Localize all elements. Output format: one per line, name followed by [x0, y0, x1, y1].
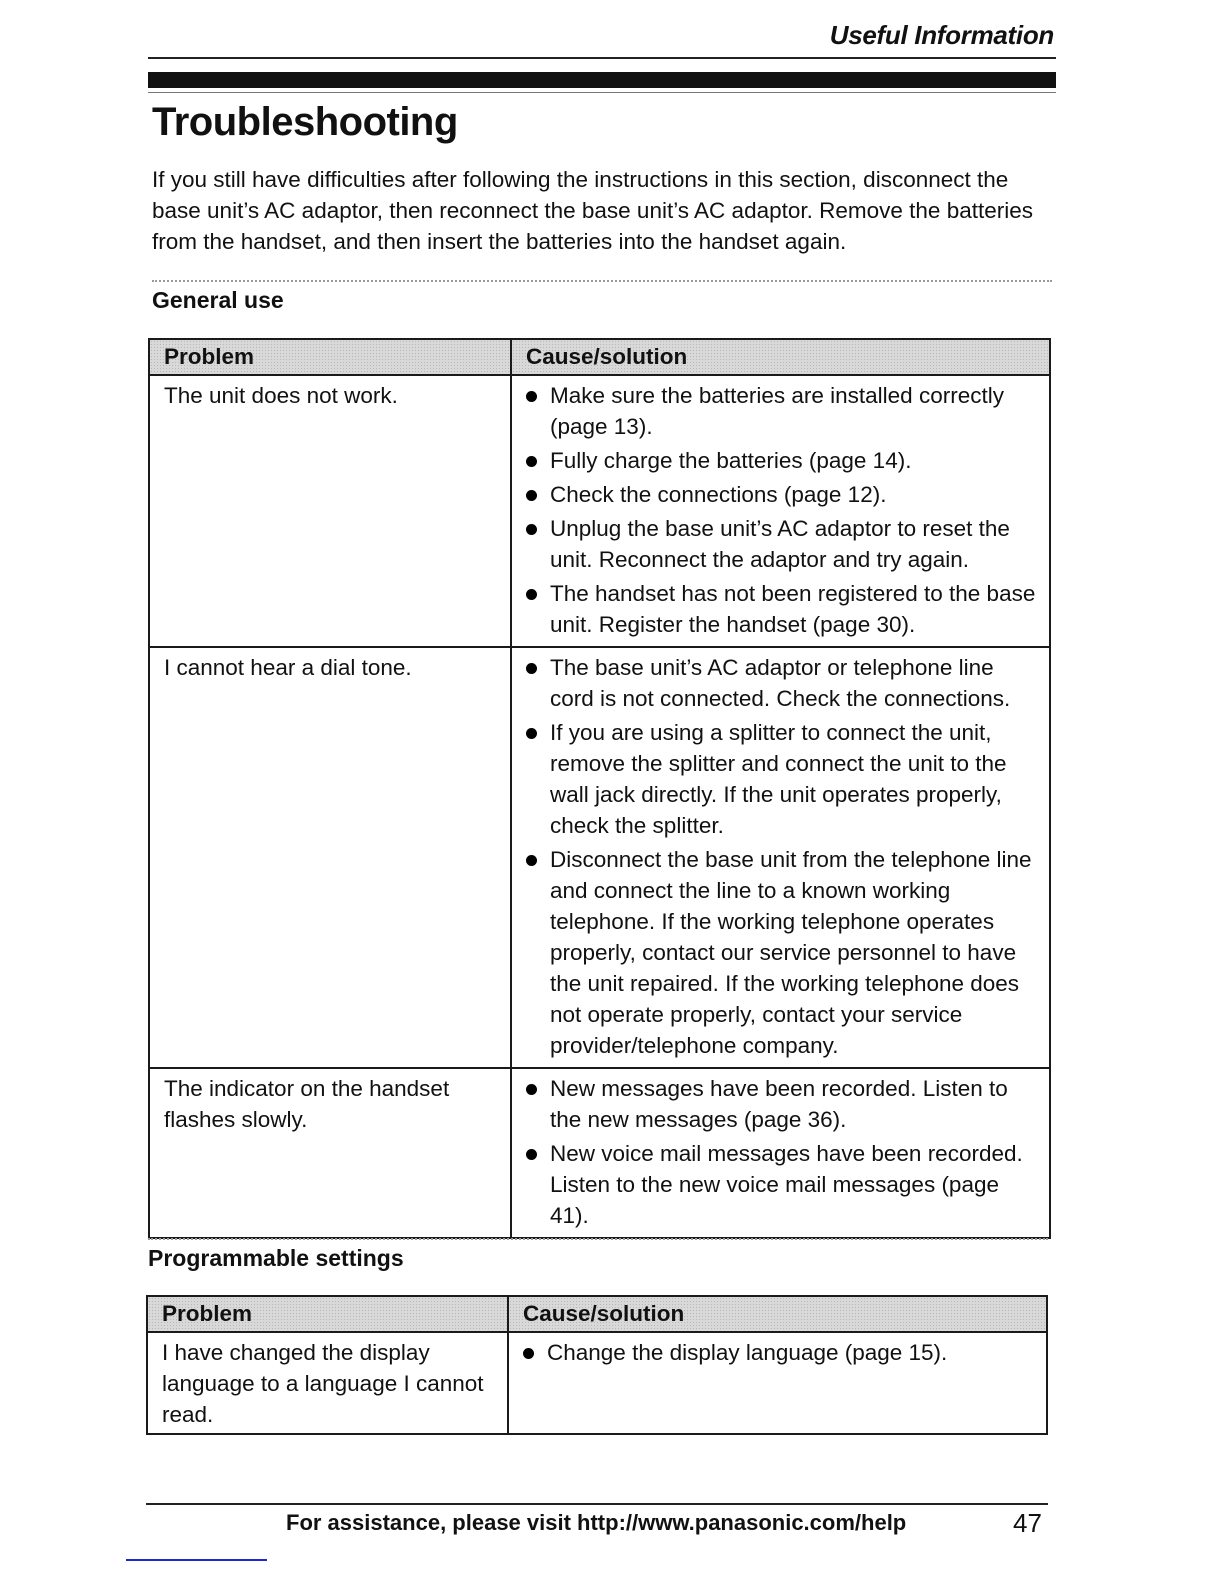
running-header: Useful Information	[829, 20, 1054, 50]
solution-list	[526, 380, 1041, 640]
solution-item	[526, 844, 1041, 1061]
section-divider	[148, 1238, 1048, 1240]
solution-cell	[511, 1068, 1050, 1238]
solution-text: New messages have been recorded. Listen to the new messages (page 36).	[550, 1076, 1008, 1132]
solution-item	[526, 445, 1041, 476]
solution-item	[523, 1337, 1038, 1368]
problem-cell: I have changed the display language to a language I cannot read.	[147, 1332, 508, 1434]
footer-assistance-text: For assistance, please visit http://www.panasonic.com/help	[286, 1510, 907, 1535]
solution-item	[526, 652, 1041, 714]
solution-text: Unplug the base unit’s AC adaptor to reset the unit. Reconnect the adaptor and try again.	[550, 516, 1010, 572]
solution-text: Disconnect the base unit from the telephone line and connect the line to a known working telephone. If the working telephone operates properly, contact our service personnel to have the unit repaired. If the working telephone does not operate properly, contact your service provider/telephone company.	[550, 847, 1032, 1058]
table-row	[149, 1068, 1050, 1238]
intro-paragraph: If you still have difficulties after following the instructions in this section, disconnect the base unit’s AC adaptor, then reconnect the base unit’s AC adaptor. Remove the batteries from the handset, and then insert the batteries into the handset again.	[152, 167, 1033, 254]
bullet-icon	[523, 1348, 534, 1359]
table-header-row	[147, 1296, 1047, 1332]
page-title: Troubleshooting	[152, 100, 458, 144]
table-header-row	[149, 339, 1050, 375]
troubleshooting-table-general	[148, 338, 1051, 1239]
bullet-icon	[526, 391, 537, 402]
section-heading-programmable-settings: Programmable settings	[148, 1245, 404, 1271]
solution-text: The handset has not been registered to the base unit. Register the handset (page 30).	[550, 581, 1036, 637]
problem-cell: The indicator on the handset flashes slowly.	[149, 1068, 511, 1238]
header-rule-thin	[148, 92, 1056, 93]
table-row	[147, 1332, 1047, 1434]
bullet-icon	[526, 663, 537, 674]
table-row	[149, 375, 1050, 647]
column-header-cause-solution: Cause/solution	[511, 339, 1050, 375]
solution-text: New voice mail messages have been recorded. Listen to the new voice mail messages (page 41).	[550, 1141, 1023, 1228]
bullet-icon	[526, 728, 537, 739]
troubleshooting-table-programmable	[146, 1295, 1048, 1435]
solution-text: Fully charge the batteries (page 14).	[550, 448, 912, 473]
solution-list	[526, 1073, 1041, 1231]
column-header-problem: Problem	[147, 1296, 508, 1332]
table-row	[149, 647, 1050, 1068]
solution-item	[526, 578, 1041, 640]
problem-cell: I cannot hear a dial tone.	[149, 647, 511, 1068]
section-heading-general-use: General use	[152, 287, 284, 313]
footer-rule	[146, 1503, 1048, 1505]
solution-cell	[511, 647, 1050, 1068]
bullet-icon	[526, 589, 537, 600]
solution-cell	[508, 1332, 1047, 1434]
solution-item	[526, 479, 1041, 510]
solution-text: The base unit’s AC adaptor or telephone line cord is not connected. Check the connections.	[550, 655, 1011, 711]
bullet-icon	[526, 524, 537, 535]
solution-item	[526, 513, 1041, 575]
solution-list	[523, 1337, 1038, 1368]
section-divider	[152, 280, 1052, 282]
solution-text: Make sure the batteries are installed correctly (page 13).	[550, 383, 1004, 439]
solution-item	[526, 1073, 1041, 1135]
solution-text: Check the connections (page 12).	[550, 482, 887, 507]
solution-item	[526, 717, 1041, 841]
table-body	[147, 1332, 1047, 1434]
column-header-problem: Problem	[149, 339, 511, 375]
column-header-cause-solution: Cause/solution	[508, 1296, 1047, 1332]
bullet-icon	[526, 1084, 537, 1095]
blue-rule	[126, 1559, 267, 1561]
solution-text: Change the display language (page 15).	[547, 1340, 948, 1365]
bullet-icon	[526, 855, 537, 866]
problem-cell: The unit does not work.	[149, 375, 511, 647]
solution-item	[526, 380, 1041, 442]
table-body	[149, 375, 1050, 1238]
page-number: 47	[1013, 1508, 1042, 1538]
bullet-icon	[526, 1149, 537, 1160]
solution-text: If you are using a splitter to connect the unit, remove the splitter and connect the unit to the wall jack directly. If the unit operates properly, check the splitter.	[550, 720, 1007, 838]
bullet-icon	[526, 456, 537, 467]
bullet-icon	[526, 490, 537, 501]
solution-cell	[511, 375, 1050, 647]
solution-list	[526, 652, 1041, 1061]
solution-item	[526, 1138, 1041, 1231]
header-rule	[148, 57, 1056, 59]
header-band	[148, 72, 1056, 88]
